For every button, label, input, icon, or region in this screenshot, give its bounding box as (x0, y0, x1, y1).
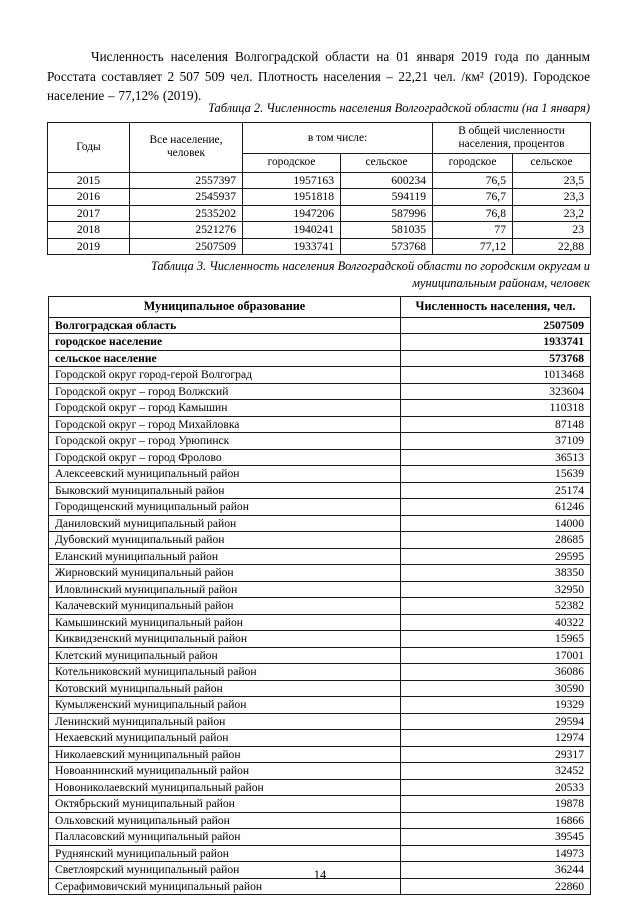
table-row (49, 416, 591, 433)
table2-body (48, 172, 591, 255)
table3-cell-population: 52382 (401, 598, 591, 615)
table-row (49, 664, 591, 681)
table2-header-urban: городское (243, 154, 341, 172)
table2-cell-urban-pct: 76,7 (433, 189, 513, 206)
table2-cell-rural: 600234 (341, 172, 433, 189)
table3-cell-municipality: Николаевский муниципальный район (49, 746, 401, 763)
table3-header-name: Муниципальное образование (49, 297, 401, 318)
table3-cell-municipality: Даниловский муниципальный район (49, 515, 401, 532)
table-row (49, 829, 591, 846)
table3-cell-municipality: Алексеевский муниципальный район (49, 466, 401, 483)
table3-cell-municipality: сельское население (49, 350, 401, 367)
table-row (49, 647, 591, 664)
table-row (48, 238, 591, 255)
table-row (49, 499, 591, 516)
table2-cell-rural-pct: 22,88 (513, 238, 591, 255)
table-row (49, 730, 591, 747)
table3-caption-line-1: Таблица 3. Численность населения Волгоградской области по городским округам и (151, 259, 590, 273)
table2-cell-urban: 1957163 (243, 172, 341, 189)
table-row (49, 350, 591, 367)
table2-cell-all-population: 2507509 (130, 238, 243, 255)
table-row (49, 812, 591, 829)
table3-cell-population: 87148 (401, 416, 591, 433)
table3-cell-population: 38350 (401, 565, 591, 582)
table-row (49, 598, 591, 615)
table2-cell-urban: 1951818 (243, 189, 341, 206)
table3-cell-population: 573768 (401, 350, 591, 367)
table2-cell-urban-pct: 77,12 (433, 238, 513, 255)
table3-cell-municipality: Ольховский муниципальный район (49, 812, 401, 829)
table-row (49, 845, 591, 862)
table3-cell-municipality: Кумылженский муниципальный район (49, 697, 401, 714)
table-3-population-by-municipality (48, 296, 591, 895)
table3-cell-population: 40322 (401, 614, 591, 631)
table-row (49, 796, 591, 813)
table2-cell-rural-pct: 23 (513, 222, 591, 239)
table3-cell-population: 39545 (401, 829, 591, 846)
table3-cell-population: 16866 (401, 812, 591, 829)
table2-cell-rural: 581035 (341, 222, 433, 239)
table3-cell-municipality: Светлоярский муниципальный район (49, 862, 401, 879)
intro-paragraph: Численность населения Волгоградской области на 01 января 2019 года по данным Росстата составляет 2 507 509 чел. Плотность населения – 22,21 чел. /км² (2019). Городское население – 77,12% (2019). (47, 49, 590, 104)
table3-cell-municipality: Руднянский муниципальный район (49, 845, 401, 862)
table3-cell-municipality: Новоаннинский муниципальный район (49, 763, 401, 780)
table3-header-row (49, 297, 591, 318)
table-row (48, 172, 591, 189)
table3-cell-population: 36086 (401, 664, 591, 681)
table-row (49, 614, 591, 631)
table-row (49, 581, 591, 598)
table2-caption: Таблица 2. Численность населения Волгоградской области (на 1 января) (208, 101, 590, 115)
table-row (49, 334, 591, 351)
table3-cell-population: 25174 (401, 482, 591, 499)
table3-cell-population: 17001 (401, 647, 591, 664)
table2-header-all-population: Все население, человек (130, 123, 243, 173)
table3-cell-population: 1013468 (401, 367, 591, 384)
table2-cell-rural-pct: 23,5 (513, 172, 591, 189)
table2-cell-year: 2019 (48, 238, 130, 255)
table-row (49, 680, 591, 697)
table3-cell-population: 19878 (401, 796, 591, 813)
table-row (49, 433, 591, 450)
table3-cell-municipality: Жирновский муниципальный район (49, 565, 401, 582)
table2-cell-year: 2018 (48, 222, 130, 239)
table3-cell-municipality: Камышинский муниципальный район (49, 614, 401, 631)
table-row (49, 548, 591, 565)
table3-cell-municipality: Дубовский муниципальный район (49, 532, 401, 549)
table3-cell-municipality: Городской округ – город Фролово (49, 449, 401, 466)
table-row (49, 713, 591, 730)
page-number: 14 (313, 868, 327, 882)
table3-cell-municipality: Городской округ – город Волжский (49, 383, 401, 400)
table2-head (48, 123, 591, 173)
table-row (49, 631, 591, 648)
table3-body (49, 317, 591, 895)
table2-cell-urban: 1947206 (243, 205, 341, 222)
table2-cell-year: 2015 (48, 172, 130, 189)
table3-cell-municipality: Городской округ город-герой Волгоград (49, 367, 401, 384)
table-row (48, 189, 591, 206)
table3-cell-municipality: городское население (49, 334, 401, 351)
table2-cell-rural: 594119 (341, 189, 433, 206)
table3-cell-municipality: Городской округ – город Урюпинск (49, 433, 401, 450)
table-row (49, 697, 591, 714)
table-row (49, 515, 591, 532)
table3-cell-municipality: Городской округ – город Камышин (49, 400, 401, 417)
table2-cell-all-population: 2545937 (130, 189, 243, 206)
table2-cell-urban: 1940241 (243, 222, 341, 239)
table2-header-among-which: в том числе: (243, 123, 433, 154)
table3-cell-population: 29594 (401, 713, 591, 730)
table3-cell-municipality: Городской округ – город Михайловка (49, 416, 401, 433)
table3-cell-population: 12974 (401, 730, 591, 747)
table3-caption-line-2: муниципальным районам, человек (412, 275, 590, 290)
table3-cell-population: 14973 (401, 845, 591, 862)
table2-cell-rural-pct: 23,2 (513, 205, 591, 222)
table3-caption (47, 258, 590, 291)
table2-cell-urban-pct: 76,5 (433, 172, 513, 189)
table2-cell-all-population: 2535202 (130, 205, 243, 222)
table3-cell-population: 1933741 (401, 334, 591, 351)
table2-cell-urban: 1933741 (243, 238, 341, 255)
table2-cell-all-population: 2521276 (130, 222, 243, 239)
table3-cell-municipality: Клетский муниципальный район (49, 647, 401, 664)
table3-cell-municipality: Серафимовичский муниципальный район (49, 878, 401, 895)
table-row (49, 466, 591, 483)
table3-cell-municipality: Волгоградская область (49, 317, 401, 334)
table2-header-urban-pct: городское (433, 154, 513, 172)
table3-cell-municipality: Калачевский муниципальный район (49, 598, 401, 615)
table2-cell-urban-pct: 77 (433, 222, 513, 239)
table-row (49, 779, 591, 796)
table-2-population-by-year (47, 122, 591, 255)
table3-cell-population: 30590 (401, 680, 591, 697)
table3-cell-population: 110318 (401, 400, 591, 417)
table3-cell-municipality: Киквидзенский муниципальный район (49, 631, 401, 648)
table2-cell-rural: 587996 (341, 205, 433, 222)
table2-header-years: Годы (48, 123, 130, 173)
table3-cell-municipality: Нехаевский муниципальный район (49, 730, 401, 747)
table3-header-value: Численность населения, чел. (401, 297, 591, 318)
table3-cell-municipality: Ленинский муниципальный район (49, 713, 401, 730)
table-row (49, 317, 591, 334)
table2-header-share-of-total: В общей численности населения, процентов (433, 123, 591, 154)
table3-cell-population: 36244 (401, 862, 591, 879)
table-row (48, 222, 591, 239)
table3-cell-municipality: Иловлинский муниципальный район (49, 581, 401, 598)
table-row (49, 482, 591, 499)
table3-cell-municipality: Котовский муниципальный район (49, 680, 401, 697)
table2-cell-all-population: 2557397 (130, 172, 243, 189)
table-row (49, 449, 591, 466)
table3-cell-population: 2507509 (401, 317, 591, 334)
table3-cell-population: 14000 (401, 515, 591, 532)
table2-cell-rural-pct: 23,3 (513, 189, 591, 206)
table3-cell-population: 15965 (401, 631, 591, 648)
table-row (49, 383, 591, 400)
table2-header-rural-pct: сельское (513, 154, 591, 172)
table-row (49, 565, 591, 582)
table2-cell-urban-pct: 76,8 (433, 205, 513, 222)
table3-cell-population: 323604 (401, 383, 591, 400)
table3-cell-municipality: Новониколаевский муниципальный район (49, 779, 401, 796)
table3-cell-municipality: Быковский муниципальный район (49, 482, 401, 499)
table2-cell-rural: 573768 (341, 238, 433, 255)
table2-cell-year: 2016 (48, 189, 130, 206)
table-row (49, 746, 591, 763)
table3-cell-population: 22860 (401, 878, 591, 895)
table3-cell-population: 28685 (401, 532, 591, 549)
table2-cell-year: 2017 (48, 205, 130, 222)
table3-head (49, 297, 591, 318)
table3-cell-municipality: Еланский муниципальный район (49, 548, 401, 565)
table-row (49, 763, 591, 780)
table3-cell-population: 29595 (401, 548, 591, 565)
table-row (49, 367, 591, 384)
table3-cell-population: 32950 (401, 581, 591, 598)
table-row (49, 532, 591, 549)
table3-cell-population: 37109 (401, 433, 591, 450)
table3-cell-population: 19329 (401, 697, 591, 714)
table3-cell-municipality: Палласовский муниципальный район (49, 829, 401, 846)
table3-cell-population: 20533 (401, 779, 591, 796)
table2-header-rural: сельское (341, 154, 433, 172)
table3-cell-municipality: Октябрьский муниципальный район (49, 796, 401, 813)
table3-cell-population: 61246 (401, 499, 591, 516)
table3-cell-population: 36513 (401, 449, 591, 466)
table3-cell-population: 15639 (401, 466, 591, 483)
table3-cell-municipality: Котельниковский муниципальный район (49, 664, 401, 681)
table-row (49, 400, 591, 417)
table-row (48, 205, 591, 222)
table3-cell-population: 32452 (401, 763, 591, 780)
table2-header-row-1 (48, 123, 591, 154)
table3-cell-municipality: Городищенский муниципальный район (49, 499, 401, 516)
table3-cell-population: 29317 (401, 746, 591, 763)
